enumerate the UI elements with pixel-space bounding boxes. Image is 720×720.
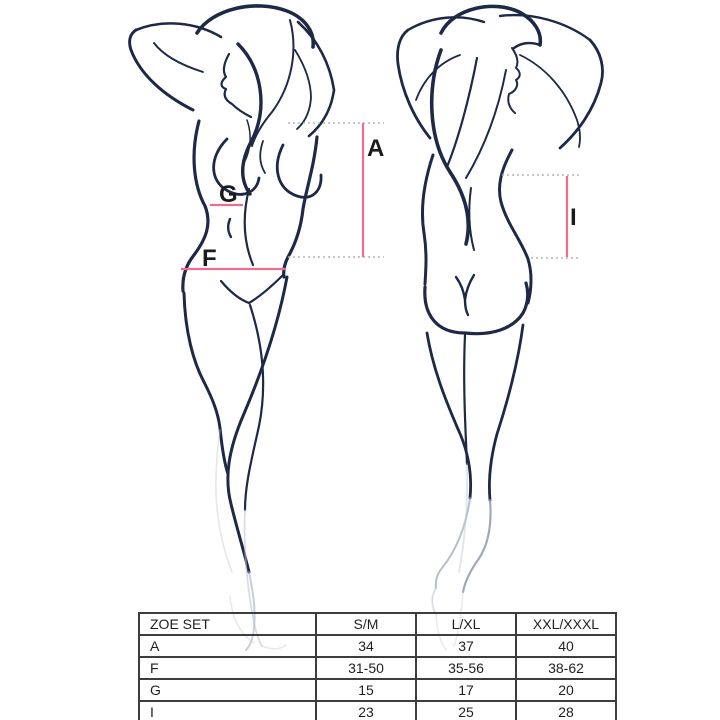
- front-left-arm-inner: [154, 43, 203, 72]
- size-table-header-lxl: L/XL: [416, 613, 516, 635]
- front-hair-dome: [197, 6, 313, 47]
- measurement-overlay: [181, 123, 580, 272]
- value-i-lxl: 25: [416, 701, 516, 720]
- size-table: [138, 612, 617, 720]
- back-right-buttock: [465, 283, 528, 334]
- front-right-arm-inner: [295, 50, 311, 129]
- value-g-xxl: 20: [516, 679, 616, 701]
- value-g-sm: 15: [316, 679, 416, 701]
- size-table-header-xxl: XXL/XXXL: [516, 613, 616, 635]
- measurement-label-f: F: [202, 245, 217, 272]
- size-table-title-cell: ZOE SET: [139, 613, 316, 635]
- size-table-row-f: [139, 657, 616, 679]
- back-face-profile: [508, 48, 520, 113]
- size-table-header-sm: S/M: [316, 613, 416, 635]
- value-f-lxl: 35-56: [416, 657, 516, 679]
- back-right-arm-outer: [560, 40, 603, 148]
- back-spine-line: [469, 188, 474, 250]
- front-hair-strand-main: [238, 44, 261, 194]
- back-buttock-cleft: [456, 275, 474, 315]
- front-sternum-line: [260, 141, 265, 173]
- row-label-f: F: [139, 657, 316, 679]
- front-left-forearm: [136, 23, 221, 37]
- back-left-shin-faint: [436, 498, 470, 588]
- measurement-label-a: A: [367, 135, 385, 162]
- size-table-header-row: [139, 613, 616, 635]
- value-a-lxl: 37: [416, 635, 516, 657]
- measurement-label-i: I: [570, 204, 577, 231]
- front-right-upper-arm: [309, 90, 334, 136]
- back-torso-right-side: [499, 150, 531, 303]
- front-face-profile: [222, 54, 252, 117]
- size-table-row-g: [139, 679, 616, 701]
- value-g-lxl: 17: [416, 679, 516, 701]
- back-hair-strand-1: [447, 58, 477, 167]
- row-label-a: A: [139, 635, 316, 657]
- back-right-arm-inner: [520, 55, 580, 147]
- back-right-leg-outer: [489, 325, 523, 500]
- value-a-xxl: 40: [516, 635, 616, 657]
- back-figure: [397, 6, 602, 650]
- row-label-i: I: [139, 701, 316, 720]
- row-label-g: G: [139, 679, 316, 701]
- back-torso-left-side: [422, 155, 433, 284]
- value-i-xxl: 28: [516, 701, 616, 720]
- size-table-row-i: [139, 701, 616, 720]
- front-figure: [130, 6, 334, 650]
- value-a-sm: 34: [316, 635, 416, 657]
- back-right-forearm: [500, 15, 590, 40]
- front-crossed-leg: [228, 277, 287, 572]
- back-hair-mass: [432, 50, 469, 244]
- front-pubic-left: [221, 281, 249, 303]
- back-left-arm-outer: [397, 30, 430, 138]
- back-hairline: [514, 43, 540, 48]
- value-f-sm: 31-50: [316, 657, 416, 679]
- measurement-label-g: G: [219, 181, 238, 208]
- back-left-buttock: [425, 287, 465, 333]
- front-torso-right-side: [284, 137, 317, 277]
- back-heel-faint: [432, 588, 436, 614]
- value-f-xxl: 38-62: [516, 657, 616, 679]
- value-i-sm: 23: [316, 701, 416, 720]
- size-table-row-a: [139, 635, 616, 657]
- back-head-dome: [441, 6, 540, 45]
- back-center-leg-faint: [459, 464, 467, 572]
- front-left-arm-outer: [130, 30, 193, 110]
- front-right-forearm: [298, 22, 334, 90]
- front-navel: [228, 219, 231, 237]
- front-belly-line: [245, 189, 253, 265]
- front-pubic-right: [249, 275, 283, 303]
- front-left-thigh: [184, 293, 228, 474]
